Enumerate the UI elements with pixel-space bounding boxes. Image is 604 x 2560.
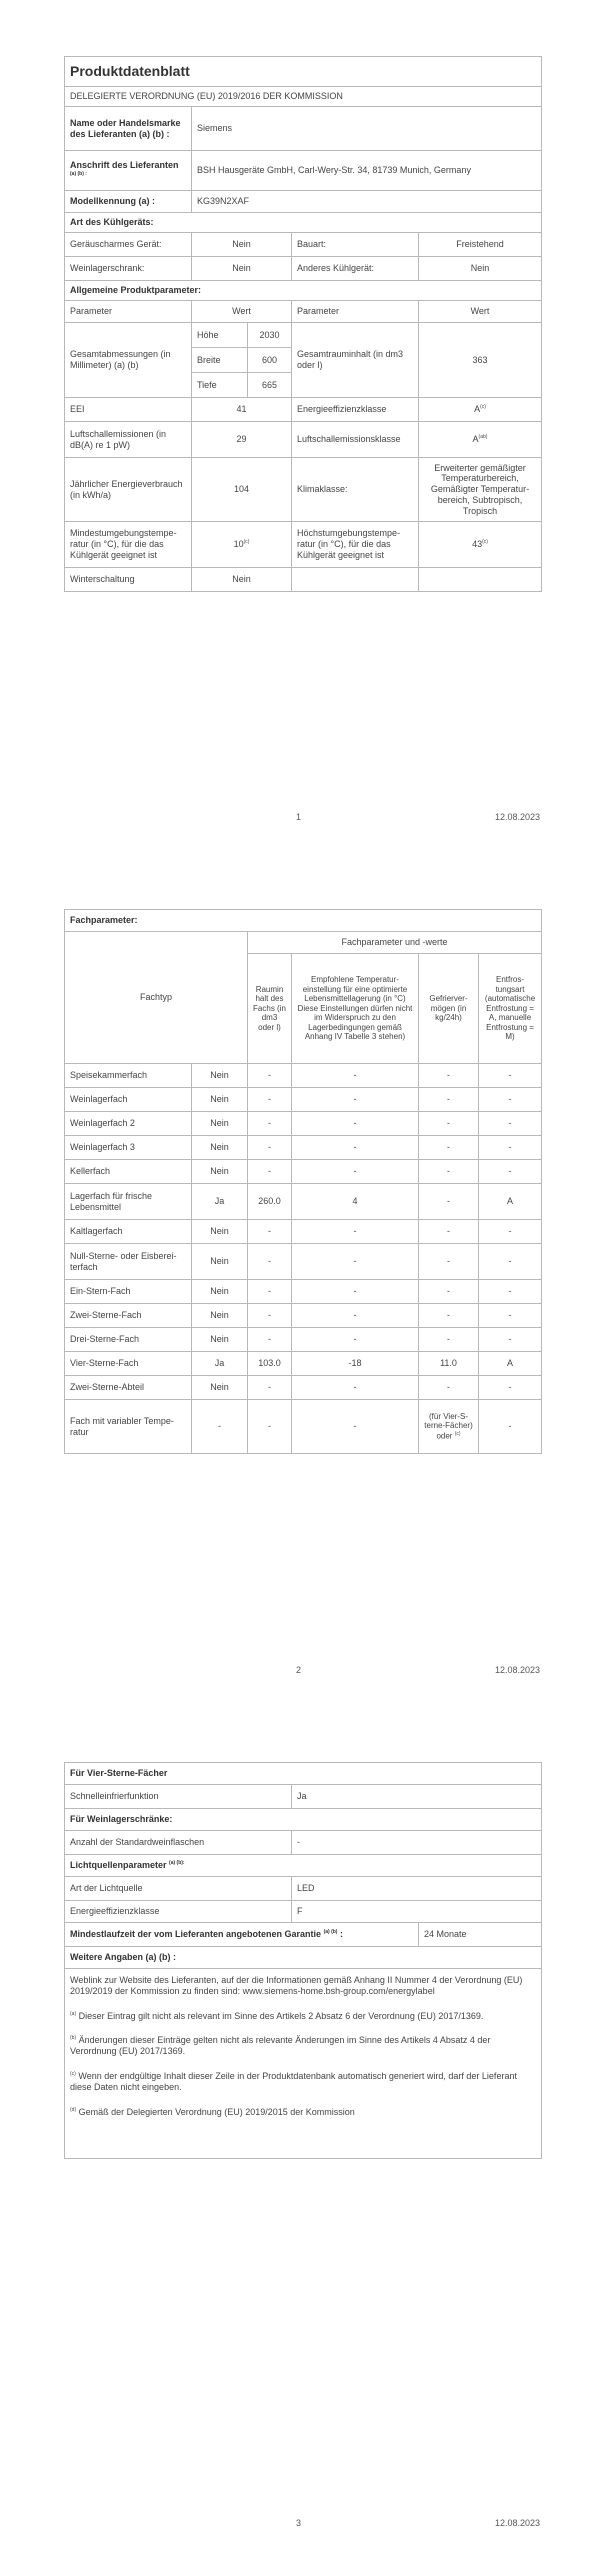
compartment-temp: -: [292, 1136, 419, 1160]
noise-class-label: Luftschallemissionsklasse: [292, 422, 419, 458]
compartment-defrost: -: [479, 1112, 542, 1136]
dimensions-label: Gesamtabmessungen (in Millimeter) (a) (b): [65, 323, 192, 398]
max-temp-value: 43$^{(c)}$: [419, 522, 542, 568]
compartment-freeze: -: [419, 1280, 479, 1304]
compartment-name: Null-Sterne- oder Eisbereiterfach: [65, 1244, 192, 1280]
compartment-volume: -: [248, 1136, 292, 1160]
page-1: [0, 0, 604, 853]
value-header-left: Wert: [192, 301, 292, 323]
compartment-freeze: -: [419, 1160, 479, 1184]
compartment-temp: -: [292, 1244, 419, 1280]
param-header-right: Parameter: [292, 301, 419, 323]
freezing-capacity-header: Gefriervermögen (in kg/24h): [419, 954, 479, 1064]
wine-cabinet-heading: Für Weinlagerschränke:: [65, 1809, 542, 1831]
compartment-present: Nein: [192, 1328, 248, 1352]
eei-label: EEI: [65, 398, 192, 422]
winter-switch-value: Nein: [192, 568, 292, 592]
height-value: 2030: [248, 323, 292, 348]
compartment-name: Weinlagerfach: [65, 1088, 192, 1112]
empty-cell: [419, 568, 542, 592]
variable-temp-freeze: (für Vier-Sterne-Fächer) oder $^{(c)}$: [419, 1400, 479, 1454]
page-number: 3: [296, 2518, 302, 2528]
table-row: [65, 1376, 542, 1400]
compartment-defrost: -: [479, 1220, 542, 1244]
table-row: [65, 1160, 542, 1184]
noise-class-value: $A^{(ab)}$: [419, 422, 542, 458]
defrost-type-header: Entfrostungsart (automatische Entfrostung = A, manuelle Entfrostung = M): [479, 954, 542, 1064]
variable-temp-present: -: [192, 1400, 248, 1454]
compartment-defrost: -: [479, 1160, 542, 1184]
compartment-name: Vier-Sterne-Fach: [65, 1352, 192, 1376]
compartment-temp: -: [292, 1088, 419, 1112]
width-label: Breite: [192, 348, 248, 373]
low-noise-label: Geräuscharmes Gerät:: [65, 233, 192, 257]
compartment-table: [64, 909, 542, 1454]
design-value: Freistehend: [419, 233, 542, 257]
compartment-heading: Fachparameter:: [65, 910, 542, 932]
compartment-defrost: -: [479, 1328, 542, 1352]
compartment-freeze: -: [419, 1244, 479, 1280]
compartment-present: Ja: [192, 1352, 248, 1376]
page-number: 2: [296, 1665, 302, 1675]
volume-value: 363: [419, 323, 542, 398]
wine-cabinet-value: Nein: [192, 257, 292, 281]
footer-date: 12.08.2023: [494, 2518, 540, 2528]
compartment-defrost: -: [479, 1376, 542, 1400]
compartment-freeze: -: [419, 1064, 479, 1088]
compartment-temp: -: [292, 1280, 419, 1304]
more-info-body: [65, 1969, 542, 2159]
compartment-defrost: -: [479, 1280, 542, 1304]
compartment-defrost: -: [479, 1304, 542, 1328]
compartment-defrost: -: [479, 1088, 542, 1112]
compartment-name: Lagerfach für frische Lebensmittel: [65, 1184, 192, 1220]
compartment-name: Speisekammerfach: [65, 1064, 192, 1088]
low-noise-value: Nein: [192, 233, 292, 257]
footer-date: 12.08.2023: [494, 1665, 540, 1675]
table-row: [65, 1088, 542, 1112]
compartment-name: Drei-Sterne-Fach: [65, 1328, 192, 1352]
table-row: [65, 1220, 542, 1244]
noise-label: Luftschallemissionen (in dB(A) re 1 pW): [65, 422, 192, 458]
compartment-volume: -: [248, 1088, 292, 1112]
compartment-freeze: 11.0: [419, 1352, 479, 1376]
compartment-defrost: A: [479, 1352, 542, 1376]
footnote-b: $^{(b)}$ Änderungen dieser Einträge gelten nicht als relevante Änderungen im Sinne des Artikels 4 Absatz 4 der Verordnung (EU) 2017/1369.: [70, 2035, 491, 2057]
param-header-left: Parameter: [65, 301, 192, 323]
additional-params-table: [64, 1762, 542, 2159]
footnote-c: $^{(c)}$ Wenn der endgültige Inhalt dieser Zeile in der Produktdatenbank automatisch generiert wird, darf der Lieferant diese Daten nicht eingeben.: [70, 2070, 517, 2092]
wine-cabinet-label: Weinlagerschrank:: [65, 257, 192, 281]
annual-energy-label: Jährlicher Energieverbrauch (in kWh/a): [65, 458, 192, 522]
model-value: KG39N2XAF: [192, 191, 542, 213]
temp-setting-header: Empfohlene Temperatur-einstellung für eine optimierte Lebensmittellagerung (in °C) Diese Einstellungen dürfen nicht im Widerspruch zu den Lagerbedingungen gemäß Anhang IV Tabelle 3 stehen): [292, 954, 419, 1064]
width-value: 600: [248, 348, 292, 373]
table-row: [65, 1328, 542, 1352]
compartment-volume: 260.0: [248, 1184, 292, 1220]
compartment-present: Nein: [192, 1376, 248, 1400]
compartment-defrost: A: [479, 1184, 542, 1220]
compartment-volume: -: [248, 1280, 292, 1304]
compartment-type-header: Fachtyp: [65, 932, 248, 1064]
weblink-text: Weblink zur Website des Lieferanten, auf der die Informationen gemäß Anhang II Nummer 4 der Verordnung (EU) 2019/2019 der Kommission zu finden sind: www.siemens-home.bsh-group.com/energylabel: [70, 1975, 523, 1996]
winter-switch-label: Winterschaltung: [65, 568, 192, 592]
variable-temp-volume: -: [248, 1400, 292, 1454]
compartment-freeze: -: [419, 1184, 479, 1220]
compartment-present: Nein: [192, 1112, 248, 1136]
table-row: [65, 1184, 542, 1220]
quick-freeze-label: Schnelleinfrierfunktion: [65, 1785, 292, 1809]
depth-label: Tiefe: [192, 373, 248, 398]
compartment-name: Weinlagerfach 3: [65, 1136, 192, 1160]
page-number: 1: [296, 812, 302, 822]
wine-bottles-label: Anzahl der Standardweinflaschen: [65, 1831, 292, 1855]
light-class-label: Energieeffizienzklasse: [65, 1901, 292, 1923]
compartment-temp: -: [292, 1376, 419, 1400]
light-source-heading: Lichtquellenparameter $^{(a) (b):}$: [65, 1855, 542, 1877]
compartment-temp: -: [292, 1112, 419, 1136]
compartment-temp: -: [292, 1160, 419, 1184]
light-type-label: Art der Lichtquelle: [65, 1877, 292, 1901]
compartment-name: Kaltlagerfach: [65, 1220, 192, 1244]
compartment-defrost: -: [479, 1244, 542, 1280]
eei-value: 41: [192, 398, 292, 422]
page-footer: [0, 2518, 604, 2532]
compartment-volume: -: [248, 1376, 292, 1400]
compartment-temp: -18: [292, 1352, 419, 1376]
table-row: [65, 1280, 542, 1304]
height-label: Höhe: [192, 323, 248, 348]
volume-label: Gesamtrauminhalt (in dm3 oder l): [292, 323, 419, 398]
compartment-present: Nein: [192, 1280, 248, 1304]
page-footer: [0, 812, 604, 826]
annual-energy-value: 104: [192, 458, 292, 522]
product-datasheet-table: [64, 56, 542, 592]
compartment-group-header: Fachparameter und -werte: [248, 932, 542, 954]
compartment-freeze: -: [419, 1328, 479, 1352]
variable-temp-setting: -: [292, 1400, 419, 1454]
warranty-value: 24 Monate: [419, 1923, 542, 1947]
compartment-freeze: -: [419, 1088, 479, 1112]
energy-class-value: $A^{(c)}$: [419, 398, 542, 422]
climate-class-value: Erweiterter gemäßigter Temperaturbereich, Gemäßigter Temperaturbereich, Subtropisch, Tropisch: [419, 458, 542, 522]
regulation-line: DELEGIERTE VERORDNUNG (EU) 2019/2016 DER KOMMISSION: [65, 87, 542, 107]
supplier-address-label: Anschrift des Lieferanten $^{(a) (b) :}$: [65, 151, 192, 191]
compartment-defrost: -: [479, 1064, 542, 1088]
compartment-temp: -: [292, 1064, 419, 1088]
compartment-present: Nein: [192, 1220, 248, 1244]
compartment-freeze: -: [419, 1136, 479, 1160]
compartment-volume: -: [248, 1064, 292, 1088]
max-temp-label: Höchstumgebungstemperatur (in °C), für die das Kühlgerät geeignet ist: [292, 522, 419, 568]
energy-class-label: Energieeffizienzklasse: [292, 398, 419, 422]
supplier-name-label: Name oder Handelsmarke des Lieferanten (a) (b) :: [65, 107, 192, 151]
model-label: Modellkennung (a) :: [65, 191, 192, 213]
compartment-defrost: -: [479, 1136, 542, 1160]
compartment-name: Zwei-Sterne-Fach: [65, 1304, 192, 1328]
footnote-a: $^{(a)}$ Dieser Eintrag gilt nicht als relevant im Sinne des Artikels 2 Absatz 6 der Verordnung (EU) 2017/1369.: [70, 2010, 484, 2021]
compartment-name: Kellerfach: [65, 1160, 192, 1184]
warranty-label: Mindestlaufzeit der vom Lieferanten angebotenen Garantie $^{(a) (b)}$ :: [65, 1923, 419, 1947]
compartment-volume: -: [248, 1160, 292, 1184]
variable-temp-name: Fach mit variabler Temperatur: [65, 1400, 192, 1454]
compartment-freeze: -: [419, 1376, 479, 1400]
compartment-freeze: -: [419, 1304, 479, 1328]
compartment-name: Zwei-Sterne-Abteil: [65, 1376, 192, 1400]
compartment-present: Nein: [192, 1064, 248, 1088]
quick-freeze-value: Ja: [292, 1785, 542, 1809]
page-footer: [0, 1665, 604, 1679]
compartment-volume: -: [248, 1244, 292, 1280]
compartment-name: Ein-Stern-Fach: [65, 1280, 192, 1304]
wine-bottles-value: -: [292, 1831, 542, 1855]
noise-value: 29: [192, 422, 292, 458]
variable-temp-defrost: -: [479, 1400, 542, 1454]
compartment-volume: -: [248, 1304, 292, 1328]
table-row: [65, 1064, 542, 1088]
fridge-type-heading: Art des Kühlgeräts:: [65, 213, 542, 233]
four-star-heading: Für Vier-Sterne-Fächer: [65, 1763, 542, 1785]
table-row: [65, 1352, 542, 1376]
other-fridge-label: Anderes Kühlgerät:: [292, 257, 419, 281]
compartment-present: Nein: [192, 1304, 248, 1328]
depth-value: 665: [248, 373, 292, 398]
compartment-temp: 4: [292, 1184, 419, 1220]
supplier-name-value: Siemens: [192, 107, 542, 151]
more-info-heading: Weitere Angaben (a) (b) :: [65, 1947, 542, 1969]
volume-header: Raumin halt des Fachs (in dm3 oder l): [248, 954, 292, 1064]
compartment-temp: -: [292, 1220, 419, 1244]
value-header-right: Wert: [419, 301, 542, 323]
compartment-temp: -: [292, 1328, 419, 1352]
footer-date: 12.08.2023: [494, 812, 540, 822]
compartment-freeze: -: [419, 1112, 479, 1136]
compartment-freeze: -: [419, 1220, 479, 1244]
design-label: Bauart:: [292, 233, 419, 257]
compartment-present: Nein: [192, 1160, 248, 1184]
compartment-volume: -: [248, 1328, 292, 1352]
table-row: [65, 1244, 542, 1280]
compartment-present: Ja: [192, 1184, 248, 1220]
min-temp-label: Mindestumgebungstemperatur (in °C), für die das Kühlgerät geeignet ist: [65, 522, 192, 568]
supplier-address-value: BSH Hausgeräte GmbH, Carl-Wery-Str. 34, 81739 Munich, Germany: [192, 151, 542, 191]
page-2: [0, 853, 604, 1706]
compartment-present: Nein: [192, 1244, 248, 1280]
compartment-volume: -: [248, 1112, 292, 1136]
footnote-d: $^{(d)}$ Gemäß der Delegierten Verordnung (EU) 2019/2015 der Kommission: [70, 2106, 355, 2117]
empty-cell: [292, 568, 419, 592]
table-row: [65, 1304, 542, 1328]
compartment-volume: 103.0: [248, 1352, 292, 1376]
page-title: Produktdatenblatt: [65, 57, 542, 87]
compartment-present: Nein: [192, 1136, 248, 1160]
general-params-heading: Allgemeine Produktparameter:: [65, 281, 542, 301]
compartment-temp: -: [292, 1304, 419, 1328]
light-type-value: LED: [292, 1877, 542, 1901]
page-3: [0, 1706, 604, 2559]
other-fridge-value: Nein: [419, 257, 542, 281]
climate-class-label: Klimaklasse:: [292, 458, 419, 522]
compartment-name: Weinlagerfach 2: [65, 1112, 192, 1136]
compartment-present: Nein: [192, 1088, 248, 1112]
compartment-volume: -: [248, 1220, 292, 1244]
table-row: [65, 1112, 542, 1136]
table-row: [65, 1136, 542, 1160]
light-class-value: F: [292, 1901, 542, 1923]
min-temp-value: 10$^{(c)}$: [192, 522, 292, 568]
